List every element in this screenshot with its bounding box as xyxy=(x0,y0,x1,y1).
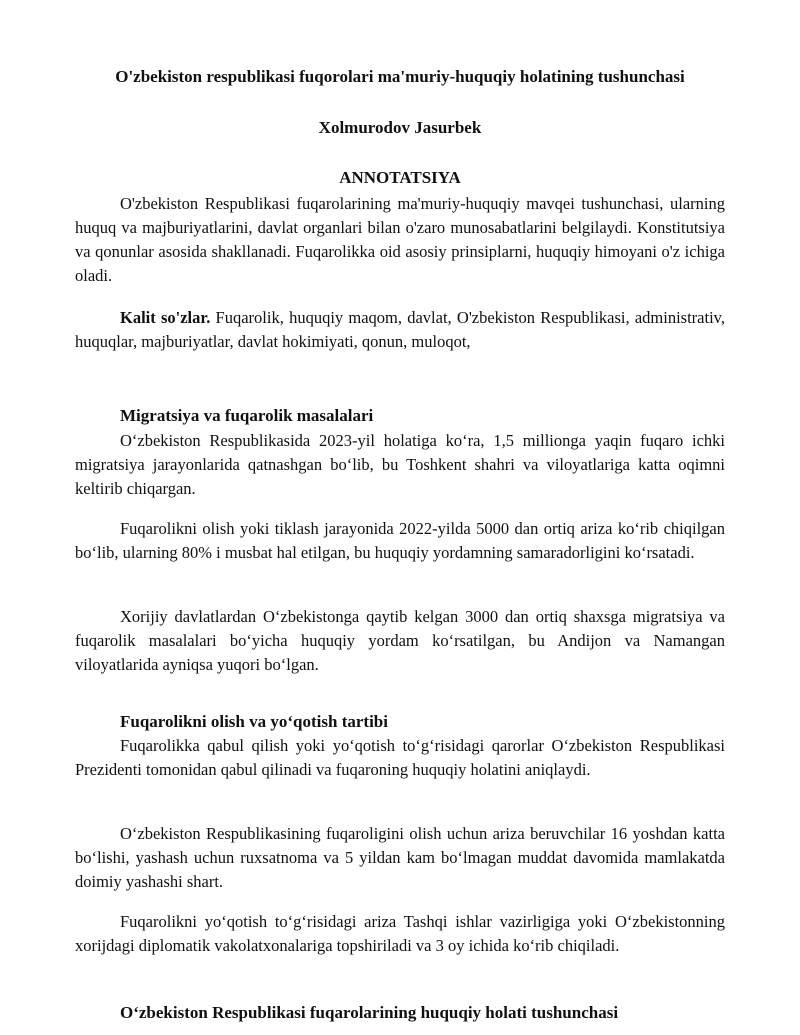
document-title: O'zbekiston respublikasi fuqorolari ma'muriy-huquqiy holatining tushunchasi xyxy=(115,67,685,86)
paragraph-citizenship-3: Fuqarolikni yo‘qotish to‘g‘risidagi ariza Tashqi ishlar vazirligiga yoki O‘zbekistonning xorijdagi diplomatik vakolatxonalariga topshiriladi va 3 oy ichida ko‘rib chiqiladi. xyxy=(75,912,725,955)
section-heading-citizenship: Fuqarolikni olish va yo‘qotish tartibi xyxy=(120,712,388,731)
paragraph-citizenship-2: O‘zbekiston Respublikasining fuqaroligini olish uchun ariza beruvchilar 16 yoshdan katta bo‘lishi, yashash uchun ruxsatnoma va 5 yildan kam bo‘lmagan muddat davomida mamlakatda doimiy yashashi shart. xyxy=(75,824,725,891)
paragraph-migration-2: Fuqarolikni olish yoki tiklash jarayonida 2022-yilda 5000 dan ortiq ariza ko‘rib chiqilgan bo‘lib, ularning 80% i musbat hal etilgan, bu huquqiy yordamning samaradorligini ko‘rsatadi. xyxy=(75,519,725,562)
abstract-text: O'zbekiston Respublikasi fuqarolarining ma'muriy-huquqiy mavqei tushunchasi, ularning huquq va majburiyatlarini, davlat organlari bilan o'zaro munosabatlarini belgilaydi. Konstitutsiya va qonunlar asosida shakllanadi. Fuqarolikka oid asosiy prinsiplarni, huquqiy himoyani o'z ichiga oladi. xyxy=(75,194,725,285)
keywords-label: Kalit so'zlar. xyxy=(120,308,211,327)
keywords-paragraph xyxy=(75,306,725,354)
keywords-text: Fuqarolik, huquqiy maqom, davlat, O'zbekiston Respublikasi, administrativ, huquqlar, majburiyatlar, davlat hokimiyati, qonun, muloqot, xyxy=(75,308,725,351)
author-name: Xolmurodov Jasurbek xyxy=(318,118,482,137)
paragraph-citizenship-1: Fuqarolikka qabul qilish yoki yo‘qotish to‘g‘risidagi qarorlar O‘zbekiston Respublikasi Prezidenti tomonidan qabul qilinadi va fuqaroning huquqiy holatini aniqlaydi. xyxy=(75,736,725,779)
section-heading-migration: Migratsiya va fuqarolik masalalari xyxy=(120,406,374,425)
paragraph-migration-3: Xorijiy davlatlardan O‘zbekistonga qaytib kelgan 3000 dan ortiq shaxsga migratsiya va fuqarolik masalalari bo‘yicha huquqiy yordam ko‘rsatilgan, bu Andijon va Namangan viloyatlarida ayniqsa yuqori bo‘lgan. xyxy=(75,607,725,674)
abstract-heading: ANNOTATSIYA xyxy=(339,168,461,187)
paragraph-migration-1: O‘zbekiston Respublikasida 2023-yil holatiga ko‘ra, 1,5 millionga yaqin fuqaro ichki migratsiya jarayonlarida qatnashgan bo‘lib, bu Toshkent shahri va viloyatlariga katta oqimni keltirib chiqargan. xyxy=(75,431,725,498)
section-heading-legal-status: O‘zbekiston Respublikasi fuqarolarining huquqiy holati tushunchasi xyxy=(120,1003,619,1022)
